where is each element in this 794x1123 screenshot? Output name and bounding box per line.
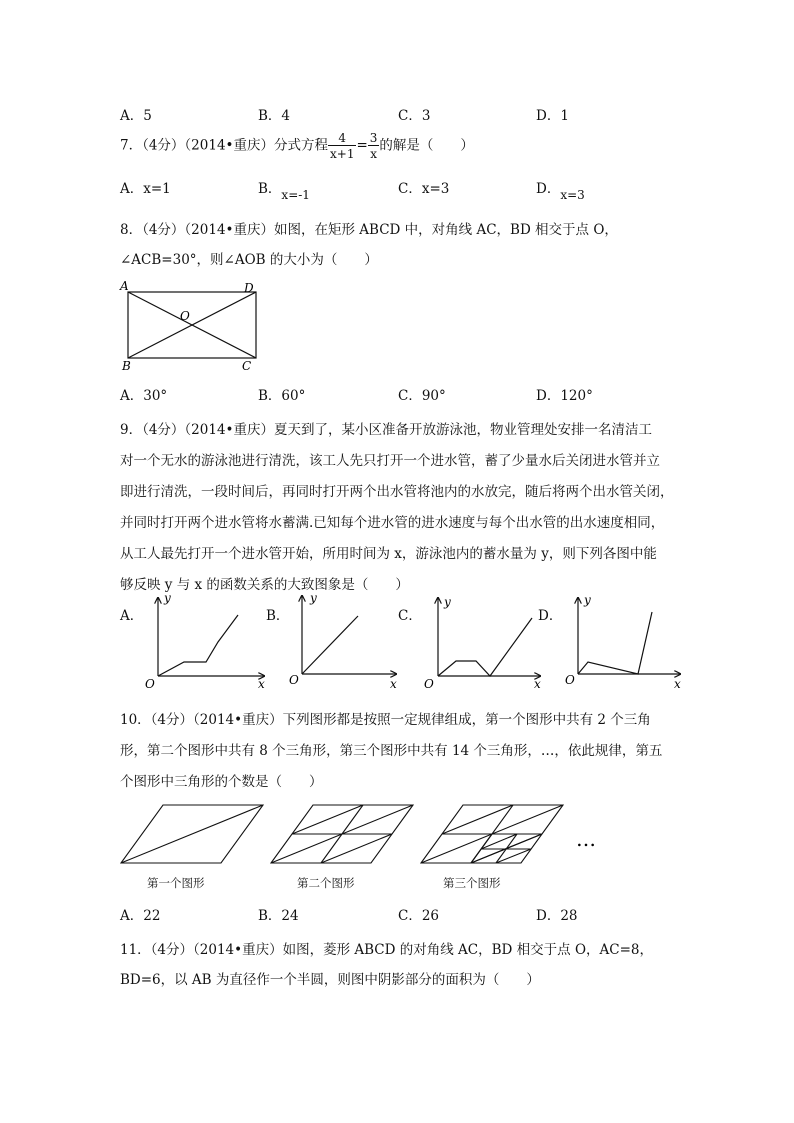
q7-option-a: A．x=1 (120, 181, 171, 197)
q10-figure-1 (121, 805, 263, 863)
q9-line-2: 对一个无水的游泳池进行清洗，该工人先只打开一个进水管，蓄了少量水后关闭进水管并立 (120, 453, 660, 469)
q9-line-6: 够反映 y 与 x 的函数关系的大致图象是（ ） (120, 577, 409, 593)
q10-caption-2: 第二个图形 (297, 876, 355, 890)
svg-text:O: O (424, 677, 434, 691)
q10-figure-2 (271, 805, 413, 863)
q7-option-d: D．x=3 (536, 181, 585, 202)
q9-graph-a (145, 591, 265, 691)
q10-option-b: B．24 (258, 908, 299, 924)
q9-graph-c (424, 595, 541, 691)
q9-graph-label-d: D． (538, 608, 563, 624)
label-o: O (180, 309, 190, 323)
q7-fraction-2: $\frac{3}{x}$ (369, 131, 378, 161)
q10-line-1: 10．（4分）（2014•重庆）下列图形都是按照一定规律组成，第一个图形中共有 2 个三角 (120, 712, 651, 728)
svg-text:y: y (584, 593, 591, 607)
q8-line-1: 8．（4分）（2014•重庆）如图，在矩形 ABCD 中，对角线 AC，BD 相交于点 O， (120, 222, 618, 238)
q9-line-5: 从工人最先打开一个进水管开始，所用时间为 x，游泳池内的蓄水量为 y，则下列各图中能 (120, 546, 657, 562)
q10-ellipsis: … (576, 827, 596, 851)
q10-pattern-figures (0, 796, 794, 868)
q8-option-c: C．90° (398, 388, 446, 404)
q9-line-4: 并同时打开两个进水管将水蓄满.已知每个进水管的进水速度与每个出水管的出水速度相同， (120, 515, 665, 531)
q9-line-3: 即进行清洗，一段时间后，再同时打开两个出水管将池内的水放完，随后将两个出水管关闭， (120, 484, 674, 500)
q10-option-a: A．22 (120, 908, 161, 924)
q8-rectangle-figure (110, 278, 280, 374)
q9-graph-label-b: B． (266, 608, 290, 624)
svg-text:x: x (258, 677, 265, 691)
svg-text:O: O (145, 677, 155, 691)
q7-suffix: 的解是（ ） (379, 137, 474, 154)
label-d: D (244, 281, 254, 295)
q9-graph-d (565, 593, 681, 691)
q8-option-a: A．30° (120, 388, 168, 404)
q7-option-c: C．x=3 (398, 181, 450, 197)
q7-fraction-1: $\frac{4}{x+1}$ (330, 131, 355, 161)
q6-option-b: B．4 (258, 108, 291, 124)
svg-text:O: O (565, 673, 575, 687)
label-c: C (242, 359, 252, 373)
q8-option-d: D．120° (536, 388, 593, 404)
q6-option-d: D．1 (536, 108, 569, 124)
svg-text:x: x (534, 677, 541, 691)
q7-option-b: B．x=-1 (258, 181, 310, 202)
svg-text:x: x (674, 677, 681, 691)
q9-graph-label-a: A． (120, 608, 144, 624)
q6-option-a: A．5 (120, 108, 152, 124)
q7-prefix: 7．（4分）（2014•重庆）分式方程 (120, 137, 328, 154)
svg-text:y: y (444, 595, 451, 609)
q10-option-d: D．28 (536, 908, 578, 924)
q10-caption-3: 第三个图形 (443, 876, 501, 890)
q9-graph-label-c: C． (398, 608, 422, 624)
q8-line-2: ∠ACB=30°，则∠AOB 的大小为（ ） (120, 252, 378, 268)
svg-text:y: y (310, 591, 317, 605)
q11-line-2: BD=6，以 AB 为直径作一个半圆，则图中阴影部分的面积为（ ） (120, 972, 540, 988)
q9-line-1: 9．（4分）（2014•重庆）夏天到了，某小区准备开放游泳池，物业管理处安排一名清洁工 (120, 422, 652, 438)
svg-text:O: O (289, 673, 299, 687)
svg-text:x: x (390, 677, 397, 691)
q10-figure-3 (421, 805, 563, 863)
label-b: B (122, 359, 131, 373)
q9-graphs (0, 590, 794, 700)
svg-text:y: y (164, 591, 171, 605)
q7-equals: = (356, 137, 368, 154)
q9-graph-b (289, 591, 397, 691)
q10-line-3: 个图形中三角形的个数是（ ） (120, 774, 323, 790)
q6-option-c: C．3 (398, 108, 431, 124)
q10-option-c: C．26 (398, 908, 440, 924)
q10-line-2: 形，第二个图形中共有 8 个三角形，第三个图形中共有 14 个三角形，…，依此规律，第五 (120, 743, 663, 759)
q8-option-b: B．60° (258, 388, 306, 404)
label-a: A (120, 279, 129, 293)
q11-line-1: 11．（4分）（2014•重庆）如图，菱形 ABCD 的对角线 AC，BD 相交于点 O，AC=8， (120, 942, 653, 958)
q7-question (120, 132, 474, 160)
q10-caption-1: 第一个图形 (147, 876, 205, 890)
